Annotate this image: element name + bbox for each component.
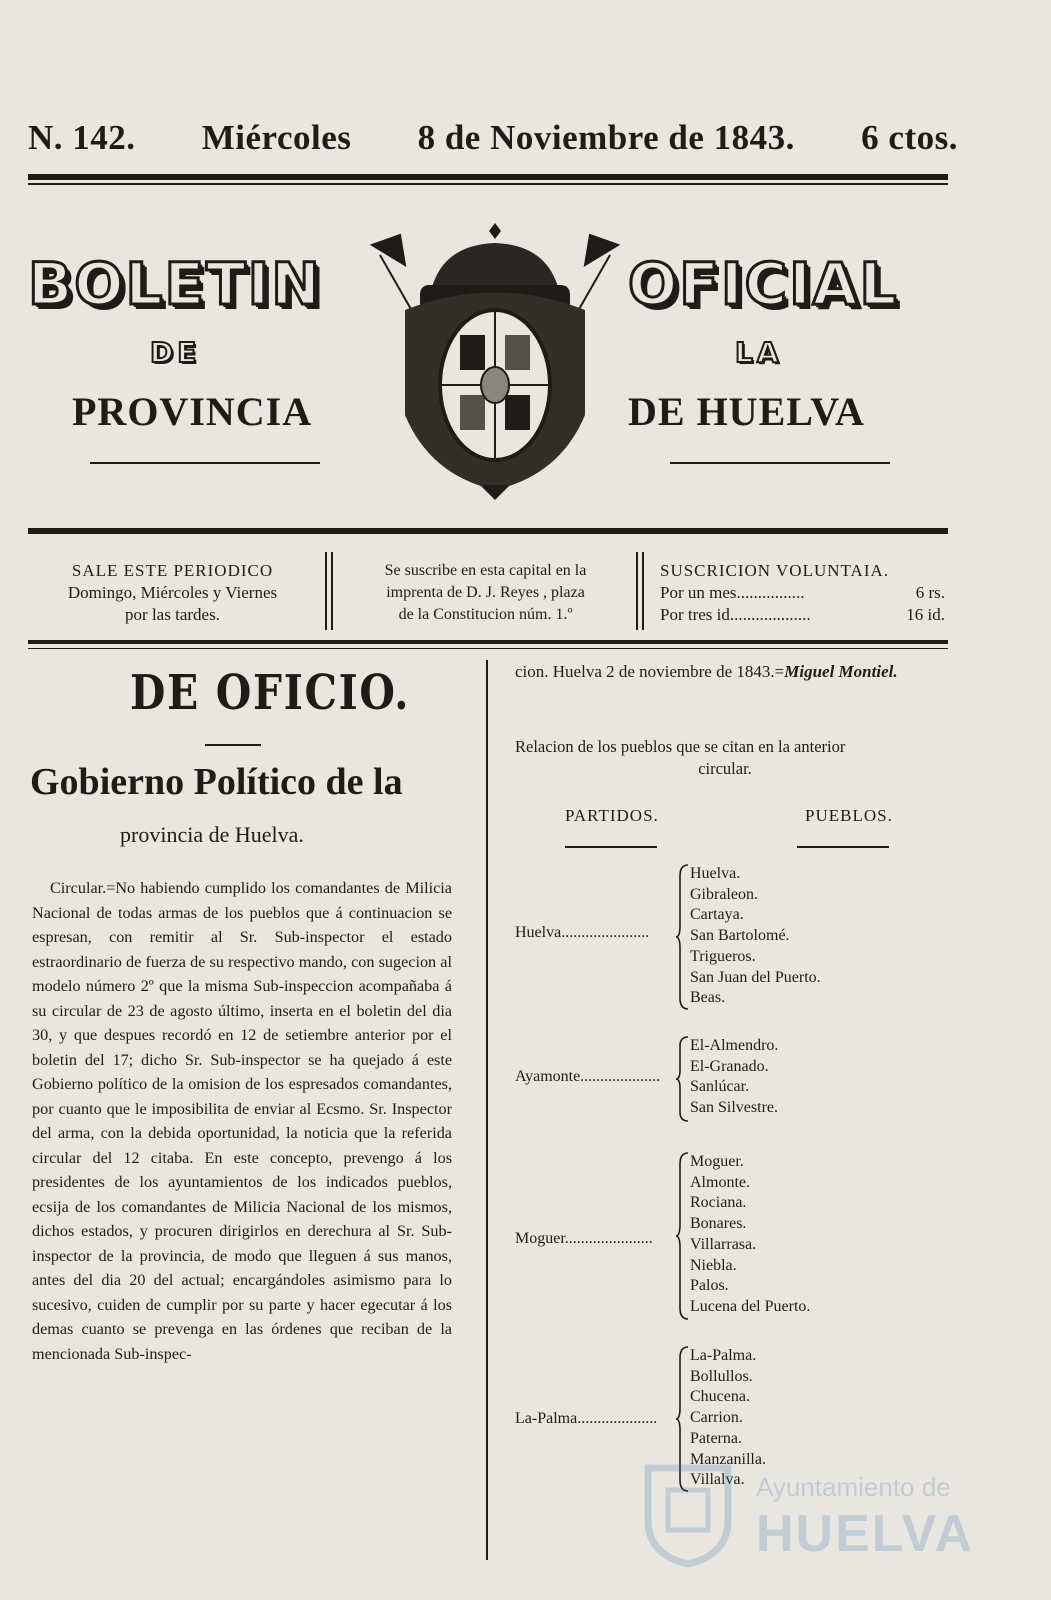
town-item: Villarrasa. xyxy=(690,1235,757,1253)
town-item: Chucena. xyxy=(690,1388,750,1406)
info-divider xyxy=(642,552,644,630)
partido-name: La-Palma.................... xyxy=(515,1410,658,1427)
town-item: Cartaya. xyxy=(690,906,744,924)
title-de: DE xyxy=(150,336,201,369)
title-oficial: OFICIAL xyxy=(628,250,899,318)
info-publication-line: por las tardes. xyxy=(125,605,220,624)
info-divider xyxy=(331,552,333,630)
title-la: LA xyxy=(735,336,783,369)
issue-number: N. 142. xyxy=(28,118,136,157)
continuation-text: cion. Huelva 2 de noviembre de 1843.= xyxy=(515,662,785,681)
town-item: El-Almendro. xyxy=(690,1037,779,1054)
subscription-value: 6 rs. xyxy=(915,583,945,602)
article-continuation xyxy=(515,660,935,684)
column-head-pueblos: PUEBLOS. xyxy=(805,806,893,825)
partido-name: Ayamonte.................... xyxy=(515,1068,661,1085)
town-item: Beas. xyxy=(690,989,726,1007)
town-item: Gibraleon. xyxy=(690,885,758,903)
title-rule-left xyxy=(90,462,320,464)
info-publication-line: Domingo, Miércoles y Viernes xyxy=(67,583,278,602)
info-divider xyxy=(636,552,638,630)
town-item: La-Palma. xyxy=(690,1347,757,1364)
watermark-line1: Ayuntamiento de xyxy=(756,1472,951,1502)
subscription-value: 16 id. xyxy=(906,605,945,624)
info-divider xyxy=(325,552,327,630)
town-item: Bollullos. xyxy=(690,1367,753,1385)
relation-title-line: Relacion de los pueblos que se citan en la anterior xyxy=(515,737,846,756)
town-item: Palos. xyxy=(690,1277,729,1295)
subscription-label: Por un mes................ xyxy=(660,583,805,602)
town-list xyxy=(690,1036,778,1119)
town-item: Sanlúcar. xyxy=(690,1078,750,1096)
town-item: Rociana. xyxy=(690,1194,747,1212)
town-item: El-Granado. xyxy=(690,1057,769,1075)
issue-price: 6 ctos. xyxy=(861,118,958,157)
title-provincia: PROVINCIA xyxy=(72,389,313,434)
watermark-line2: HUELVA xyxy=(756,1505,975,1563)
subscription-title: SUSCRICION VOLUNTAIA. xyxy=(660,561,890,580)
column-head-rule xyxy=(565,846,657,848)
subscription-row xyxy=(660,604,945,626)
title-boletin: BOLETIN xyxy=(28,250,322,318)
town-item: Moguer. xyxy=(690,1153,744,1170)
town-item: Huelva. xyxy=(690,865,741,882)
title-rule-right xyxy=(670,462,890,464)
town-item: Almonte. xyxy=(690,1173,750,1191)
column-divider xyxy=(486,660,488,1560)
section-title: DE OFICIO. xyxy=(130,665,411,721)
partido-name: Huelva...................... xyxy=(515,924,650,941)
royal-crest-icon xyxy=(360,215,630,505)
brace-icon xyxy=(676,1152,690,1320)
town-item: Manzanilla. xyxy=(690,1450,766,1468)
title-rule-bottom xyxy=(28,528,948,534)
town-item: San Silvestre. xyxy=(690,1099,778,1117)
town-list xyxy=(690,1152,810,1318)
watermark xyxy=(638,1460,975,1570)
subscription-row xyxy=(660,582,945,604)
column-head-rule xyxy=(797,846,889,848)
issue-weekday: Miércoles xyxy=(201,118,352,157)
city-shield-icon xyxy=(638,1460,738,1568)
town-item: Carrion. xyxy=(690,1409,743,1427)
info-subscription-price xyxy=(660,560,945,626)
masthead xyxy=(28,118,958,158)
info-subscription-line: Se suscribe en esta capital en la xyxy=(384,562,587,579)
info-rule-bottom-thin xyxy=(28,648,948,649)
brace-icon xyxy=(676,864,690,1010)
town-item: Paterna. xyxy=(690,1429,742,1447)
article-subheading: provincia de Huelva. xyxy=(120,822,304,847)
town-list xyxy=(690,864,821,1009)
info-subscription-line: de la Constitucion núm. 1.º xyxy=(398,606,573,623)
town-item: Villalva. xyxy=(690,1471,745,1489)
partido-name: Moguer...................... xyxy=(515,1230,653,1247)
subscription-label: Por tres id................... xyxy=(660,605,811,624)
article-body xyxy=(32,876,452,1366)
relation-title-line: circular. xyxy=(698,759,752,778)
info-subscription-line: imprenta de D. J. Reyes , plaza xyxy=(386,584,585,601)
town-item: Bonares. xyxy=(690,1215,747,1233)
article-heading: Gobierno Político de la xyxy=(30,761,403,803)
brace-icon xyxy=(676,1036,690,1122)
info-rule-bottom xyxy=(28,640,948,644)
ornament-rule xyxy=(205,744,261,746)
info-publication-line: SALE ESTE PERIODICO xyxy=(71,561,274,580)
info-publication xyxy=(30,560,315,626)
town-item: Lucena del Puerto. xyxy=(690,1297,811,1315)
town-item: San Juan del Puerto. xyxy=(690,968,821,986)
column-head-partidos: PARTIDOS. xyxy=(565,806,659,825)
town-item: Niebla. xyxy=(690,1256,737,1274)
relation-title xyxy=(515,736,935,780)
town-item: Trigueros. xyxy=(690,947,756,965)
masthead-rule xyxy=(28,174,948,180)
issue-date: 8 de Noviembre de 1843. xyxy=(417,118,795,157)
info-subscription-place xyxy=(343,560,628,626)
masthead-rule-thin xyxy=(28,183,948,185)
signature: Miguel Montiel. xyxy=(784,662,898,681)
town-item: San Bartolomé. xyxy=(690,927,790,945)
title-de-huelva: DE HUELVA xyxy=(628,389,865,434)
article-paragraph: Circular.=No habiendo cumplido los comandantes de Milicia Nacional de todas armas de los pueblos que á continuacion se espresan, con remitir al Sr. Sub-inspector el estado estraordinario de fuerza de su respectivo mando, con sugecion al modelo número 2º que la misma Sub-inspeccion acompañaba á su circular de 23 de agosto último, inserta en el boletin del dia 30, y que despues recordó en 12 de setiembre anterior por el boletin del 17; dicho Sr. Sub-inspector se ha quejado á este Gobierno político de la omision de los espresados comandantes, por cuanto que le imposibilita de enviar al Ecsmo. Sr. Inspector del arma, con la debida oportunidad, la noticia que la referida circular del 12 citaba. En este concepto, prevengo á los presidentes de los ayuntamientos de los indicados pueblos, ecsija de los comandantes de Milicia Nacional de los mismos, dichos estados, y procuren dirigirlos en derechura al Sr. Sub-inspector de la provincia, de modo que lleguen á sus manos, antes del dia 20 del actual; encargándoles asimismo para lo sucesivo, cuiden de cumplir por su parte y hacer egecutar á los demas cuanto se prevenga en las órdenes que reciban de la mencionada Sub-inspec- xyxy=(32,879,452,1363)
